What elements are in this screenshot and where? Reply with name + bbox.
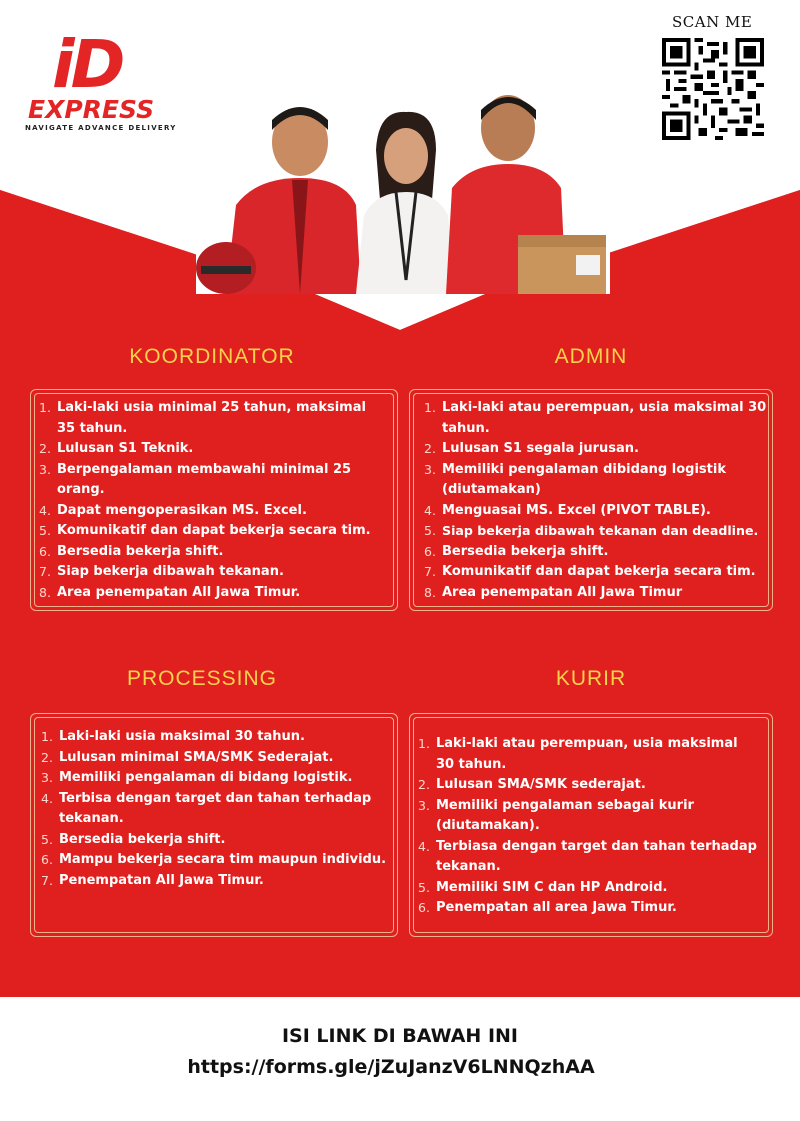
qr-code-icon[interactable] <box>662 38 764 140</box>
list-item: 1. Laki-laki atau perempuan, usia maksimal 30 tahun. <box>424 400 767 436</box>
list-item: 7. Siap bekerja dibawah tekanan. <box>39 564 284 579</box>
section-title-processing: PROCESSING <box>126 667 278 690</box>
scan-me-label: SCAN ME <box>672 13 753 31</box>
list-item: 3. Memiliki pengalaman sebagai kurir (diutamakan). <box>418 797 694 833</box>
list-item: 2. Lulusan S1 segala jurusan. <box>424 441 639 456</box>
list-item: 1. Laki-laki usia maksimal 30 tahun. <box>41 729 305 744</box>
list-item: 5. Memiliki SIM C dan HP Android. <box>418 879 668 895</box>
logo-tagline: NAVIGATE ADVANCE DELIVERY <box>25 124 177 132</box>
form-link[interactable]: https://forms.gle/jZuJanzV6LNNQzhAA <box>187 1056 595 1078</box>
list-item: 1. Laki-laki atau perempuan, usia maksimal 30 tahun. <box>418 736 738 772</box>
list-item: 5. Komunikatif dan dapat bekerja secara tim. <box>39 523 371 538</box>
footer-instruction: ISI LINK DI BAWAH INI <box>281 1025 518 1047</box>
list-item: 4. Dapat mengoperasikan MS. Excel. <box>39 502 307 518</box>
list-item: 6. Bersedia bekerja shift. <box>39 543 224 559</box>
list-item: 4. Menguasai MS. Excel (PIVOT TABLE). <box>424 502 711 518</box>
kurir-list <box>410 714 772 919</box>
list-item: 4. Terbiasa dengan target dan tahan terhadap tekanan. <box>418 838 757 874</box>
kurir-requirements-box <box>409 713 773 937</box>
section-title-kurir: KURIR <box>555 667 627 690</box>
id-express-logo <box>22 26 177 140</box>
list-item: 5. Siap bekerja dibawah tekanan dan deadline. <box>424 523 759 538</box>
list-item: 5. Bersedia bekerja shift. <box>41 831 226 847</box>
list-item: 8. Area penempatan All Jawa Timur <box>424 584 683 600</box>
list-item: 3. Berpengalaman membawahi minimal 25 orang. <box>39 461 352 497</box>
list-item: 6. Penempatan all area Jawa Timur. <box>418 900 677 915</box>
courier-team-photo <box>196 80 610 294</box>
list-item: 7. Penempatan All Jawa Timur. <box>41 872 264 888</box>
processing-requirements-box <box>30 713 398 937</box>
list-item: 8. Area penempatan All Jawa Timur. <box>39 584 301 600</box>
koordinator-requirements-box <box>30 389 398 611</box>
list-item: 3. Memiliki pengalaman di bidang logistik. <box>41 770 353 785</box>
list-item: 3. Memiliki pengalaman dibidang logistik (diutamakan) <box>424 461 726 497</box>
list-item: 6. Mampu bekerja secara tim maupun individu. <box>41 852 387 867</box>
list-item: 2. Lulusan minimal SMA/SMK Sederajat. <box>41 749 334 765</box>
section-title-koordinator: KOORDINATOR <box>129 345 295 368</box>
logo-mark: iD <box>52 26 122 103</box>
processing-list <box>31 714 397 891</box>
admin-requirements-box <box>409 389 773 611</box>
section-title-admin: ADMIN <box>554 345 628 368</box>
list-item: 2. Lulusan SMA/SMK sederajat. <box>418 777 646 792</box>
logo-brand: EXPRESS <box>28 95 155 124</box>
list-item: 7. Komunikatif dan dapat bekerja secara tim. <box>424 564 756 579</box>
list-item: 4. Terbisa dengan target dan tahan terhadap tekanan. <box>41 790 372 826</box>
koordinator-list <box>31 390 397 603</box>
admin-list <box>410 390 772 603</box>
list-item: 6. Bersedia bekerja shift. <box>424 543 609 559</box>
list-item: 1. Laki-laki usia minimal 25 tahun, maksimal 35 tahun. <box>39 400 366 436</box>
list-item: 2. Lulusan S1 Teknik. <box>39 441 194 456</box>
